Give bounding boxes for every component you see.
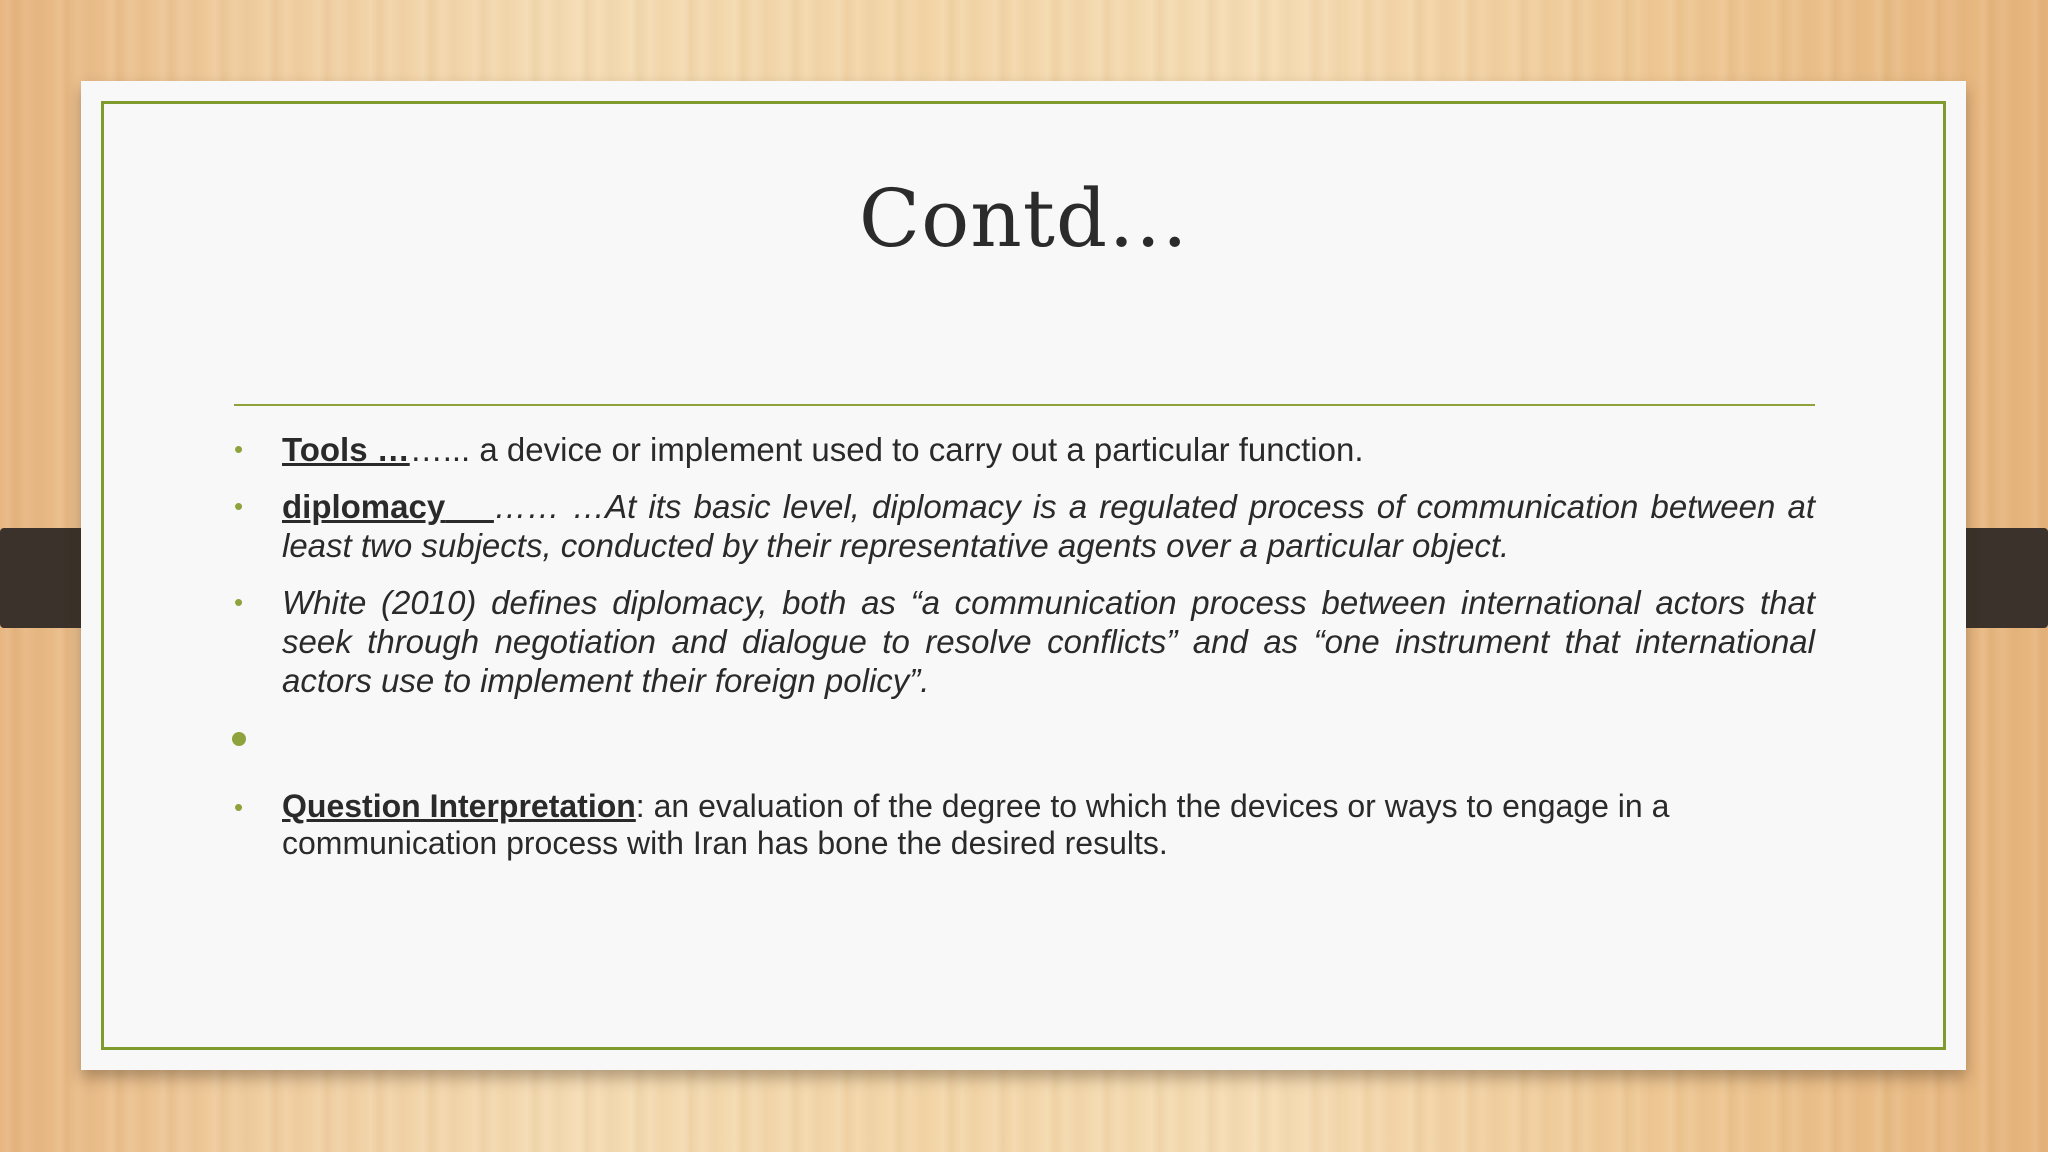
slide-title: Contd… [858,172,1190,265]
bullet-item-question-interpretation [234,788,1815,862]
definition-tools: …... a device or implement used to carry out a particular function. [409,431,1364,468]
bullet-icon: • [234,491,244,521]
term-question-interpretation: Question Interpretation [282,788,636,824]
quote-white-2010: White (2010) defines diplomacy, both as “a communication process between international actors that seek through negotiation and dialogue to resolve conflicts” and as “one instrument that international actors use to implement their foreign policy”. [282,584,1815,699]
bullet-item-white-quote [234,583,1815,700]
bullet-list [234,430,1815,880]
bullet-icon [232,732,246,746]
term-tools: Tools … [282,431,410,468]
bullet-item-empty [234,718,1815,770]
term-diplomacy: diplomacy [282,488,446,525]
definition-question-interpretation: : an evaluation of the degree to which the devices or ways to engage in a communication process with Iran has bone the desired results. [282,788,1670,861]
bullet-item-diplomacy [234,487,1815,565]
bullet-icon: • [234,792,244,822]
bullet-icon: • [234,587,244,617]
definition-diplomacy: …… …At its basic level, diplomacy is a regulated process of communication between at least two subjects, conducted by their representative agents over a particular object. [282,488,1815,564]
bullet-icon: • [234,434,244,464]
title-divider [234,404,1815,406]
term-underline-gap [445,488,494,525]
bullet-item-tools [234,430,1815,469]
